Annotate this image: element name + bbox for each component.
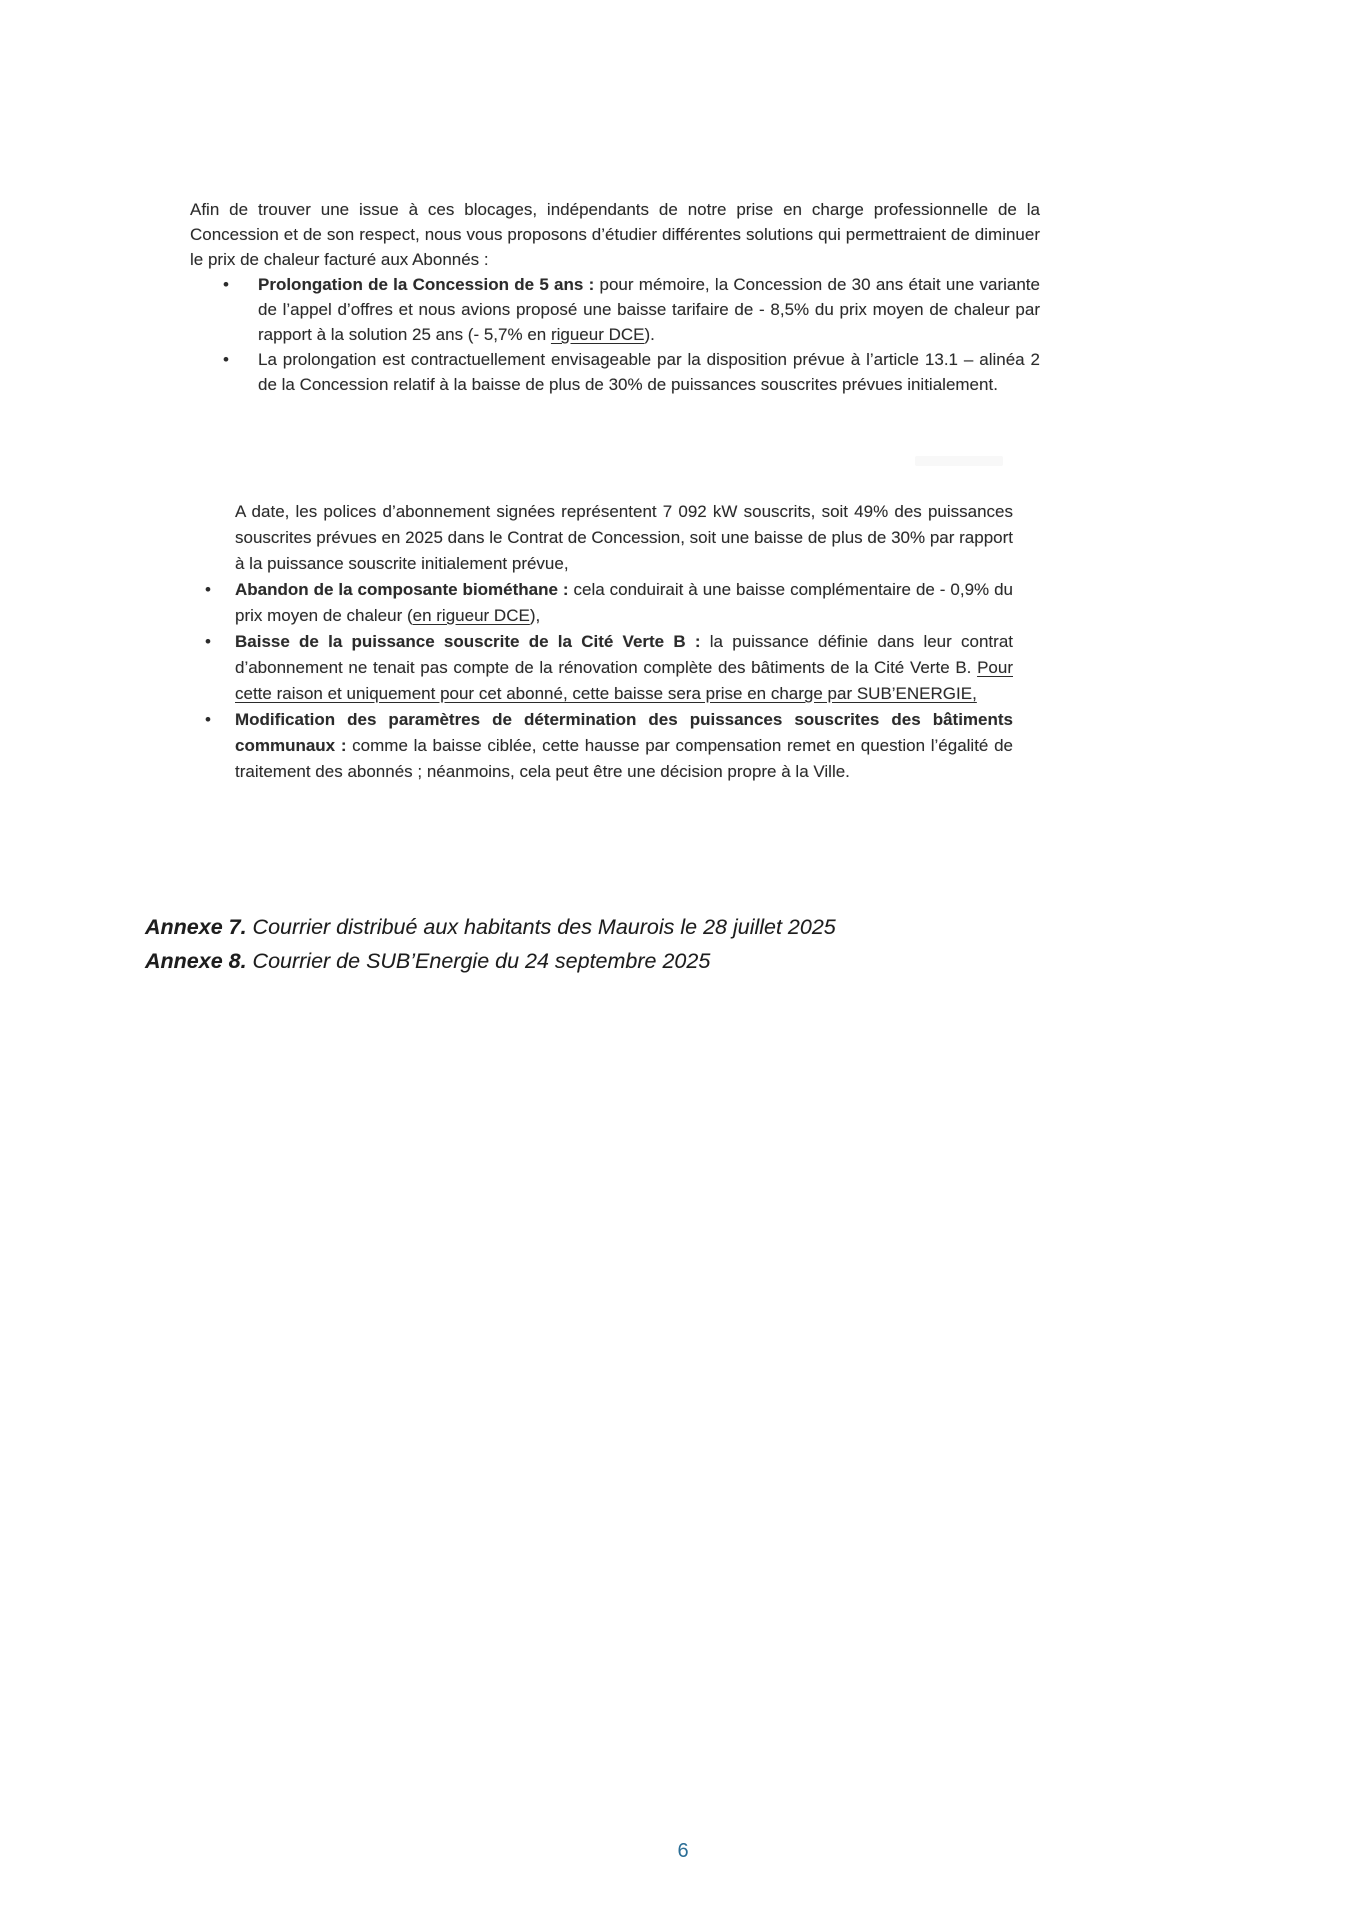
text-run: ),	[529, 606, 541, 625]
subscriptions-paragraph	[235, 499, 1013, 577]
annexe-line-8	[145, 944, 1145, 978]
bullet-list-1	[190, 272, 1040, 397]
bullet-item	[205, 577, 1013, 629]
text-run: Modification des paramètres de détermination des puissances souscrites des bâtiments communaux :	[235, 710, 1013, 755]
bullet-list-2	[205, 577, 1013, 785]
bullet-item	[205, 629, 1013, 707]
text-run: Abandon de la composante biométhane :	[235, 580, 569, 599]
text-run: Prolongation de la Concession de 5 ans :	[258, 275, 595, 294]
annexe-text: Courrier de SUB’Energie du 24 septembre 2025	[246, 949, 711, 973]
text-run: A date, les polices d’abonnement signées représentent 7 092 kW souscrits, soit 49% des puissances souscrites prévues en 2025 dans le Contrat de Concession, soit une baisse de plus de 30% par rapport à la puissance souscrite initialement prévue,	[235, 502, 1013, 573]
text-run: La prolongation est contractuellement envisageable par la disposition prévue à l’article 13.1 – alinéa 2 de la Concession relatif à la baisse de plus de 30% de puissances souscrites prévues initialement.	[258, 350, 1040, 394]
text-block-1	[190, 197, 1040, 397]
text-run: Pour cette raison et uniquement pour cet abonné, cette baisse sera prise en charge par SUB’ENERGIE,	[235, 658, 1013, 703]
bullet-item	[190, 272, 1040, 347]
annexe-label: Annexe 8.	[145, 949, 247, 973]
text-run: Afin de trouver une issue à ces blocages, indépendants de notre prise en charge professionnelle de la Concession et de son respect, nous vous proposons d’étudier différentes solutions qui permettraient de diminuer le prix de chaleur facturé aux Abonnés :	[190, 200, 1040, 269]
text-run: pour mémoire, la Concession de 30 ans était une variante de l’appel d’offres et nous avions proposé une baisse tarifaire de - 8,5% du prix moyen de chaleur par rapport à la solution 25 ans (- 5,7% en	[258, 275, 1040, 344]
text-run: en rigueur DCE	[412, 606, 530, 625]
scan-artifact	[915, 456, 1003, 466]
text-run: rigueur DCE	[550, 325, 645, 344]
annexes-block	[145, 910, 1145, 978]
bullet-item	[190, 347, 1040, 397]
text-run: la puissance définie dans leur contrat d’abonnement ne tenait pas compte de la rénovation complète des bâtiments de la Cité Verte B.	[235, 632, 1013, 677]
text-run: comme la baisse ciblée, cette hausse par compensation remet en question l’égalité de traitement des abonnés ; néanmoins, cela peut être une décision propre à la Ville.	[235, 736, 1013, 781]
text-run: cela conduirait à une baisse complémentaire de - 0,9% du prix moyen de chaleur (	[235, 580, 1014, 625]
text-block-2	[205, 499, 1013, 785]
annexe-label: Annexe 7.	[145, 915, 247, 939]
intro-paragraph	[190, 197, 1040, 272]
text-run: ).	[644, 325, 655, 344]
text-run: Baisse de la puissance souscrite de la Cité Verte B :	[235, 632, 701, 651]
page-number: 6	[677, 1840, 689, 1862]
bullet-item	[205, 707, 1013, 785]
annexe-text: Courrier distribué aux habitants des Maurois le 28 juillet 2025	[246, 915, 836, 939]
annexe-line-7	[145, 910, 1145, 944]
